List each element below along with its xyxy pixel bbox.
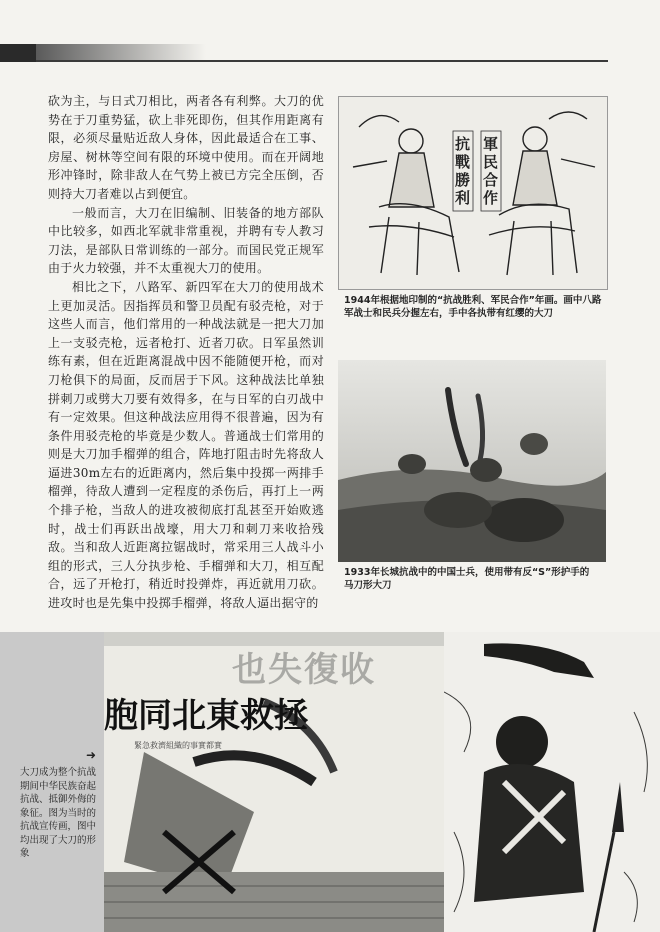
figure2-caption: 1933年长城抗战中的中国士兵，使用带有反“S”形护手的马刀形大刀 <box>344 567 590 591</box>
poster-slogan-top: 也失復收 <box>232 650 376 690</box>
article-body <box>48 92 324 613</box>
poster-small-text: 緊急救濟組織的事實都實 <box>134 741 222 750</box>
new-year-print-illustration <box>339 97 607 289</box>
figure1-caption: 1944年根据地印制的“抗战胜利、军民合作”年画。画中八路军战士和民兵分握左右，手中各执带有红缨的大刀 <box>344 295 602 319</box>
paragraph-2: 一般而言，大刀在旧编制、旧装备的地方部队中比较多，如西北军就非常重视，并聘有专人教习刀法，是部队日常训练的一部分。而国民党正规军由于火力较强，并不太重视大刀的使用。 <box>48 205 324 276</box>
header-rule <box>36 60 608 62</box>
great-wall-soldiers-photo <box>338 360 606 562</box>
paragraph-3: 相比之下，八路军、新四军在大刀的使用战术上更加灵活。因指挥员和警卫员配有驳壳枪，对于这些人而言，他们常用的一种战法就是一把大刀加上一支驳壳枪，远者枪打、近者刀砍。日军虽然训练有素，但在近距离混战中因不能随便开枪，而对刀枪俱下的局面，反而居于下风。这种战法比单独拼刺刀或劈大刀要有效得多，在与日军的白刃战中有一定效果。但这种战法应用得不很普遍，因为有条件用驳壳枪的毕竟是少数人。普通战士们常用的则是大刀加手榴弹的组合，阵地打阻击时先将敌人逼进30m左右的近距离内，然后集中投掷一两排手榴弹，待敌人遭到一定程度的杀伤后，再打上一两个排子枪，当敌人的进攻被彻底打乱甚至开始败逃时，战士们再跃出战壕，用大刀和刺刀来收拾残敌。当和敌人近距离拉锯战时，常采用三人战斗小组的形式，三人分执步枪、手榴弹和大刀，相互配合，远了开枪打，稍近时投弹炸，再近就用刀砍。进攻时也是先集中投掷手榴弹，将敌人逼出据守的 <box>48 279 324 611</box>
new-year-print-image <box>338 96 608 290</box>
sword-soldier-woodcut <box>444 632 660 932</box>
soldiers-photo-illustration <box>338 360 606 562</box>
paragraph-1: 砍为主，与日式刀相比，两者各有利弊。大刀的优势在于刀重势猛，砍上非死即伤，但其作用距离有限，必须尽量贴近敌人身体，因此最适合在工事、房屋、树林等空间有限的环境中使用。而在开阔地形冲锋时，除非敌人在气势上被已方完全压倒，否则持大刀者难以占到便宜。 <box>48 94 324 201</box>
rescue-northeast-poster <box>104 632 444 932</box>
right-banner-text: 軍民合作 <box>483 135 499 207</box>
poster-slogan-main: 胞同北東救拯 <box>104 696 308 736</box>
header-fade <box>36 44 206 60</box>
woodcut-illustration <box>444 632 660 932</box>
arrow-icon: ➜ <box>86 748 97 762</box>
header-band <box>0 44 36 62</box>
left-banner-text: 抗戰勝利 <box>455 135 471 207</box>
sidebar-caption: 大刀成为整个抗战期间中华民族奋起抗战、抵御外侮的象征。图为当时的抗战宣传画，图中均出现了大刀的形象 <box>20 767 97 859</box>
